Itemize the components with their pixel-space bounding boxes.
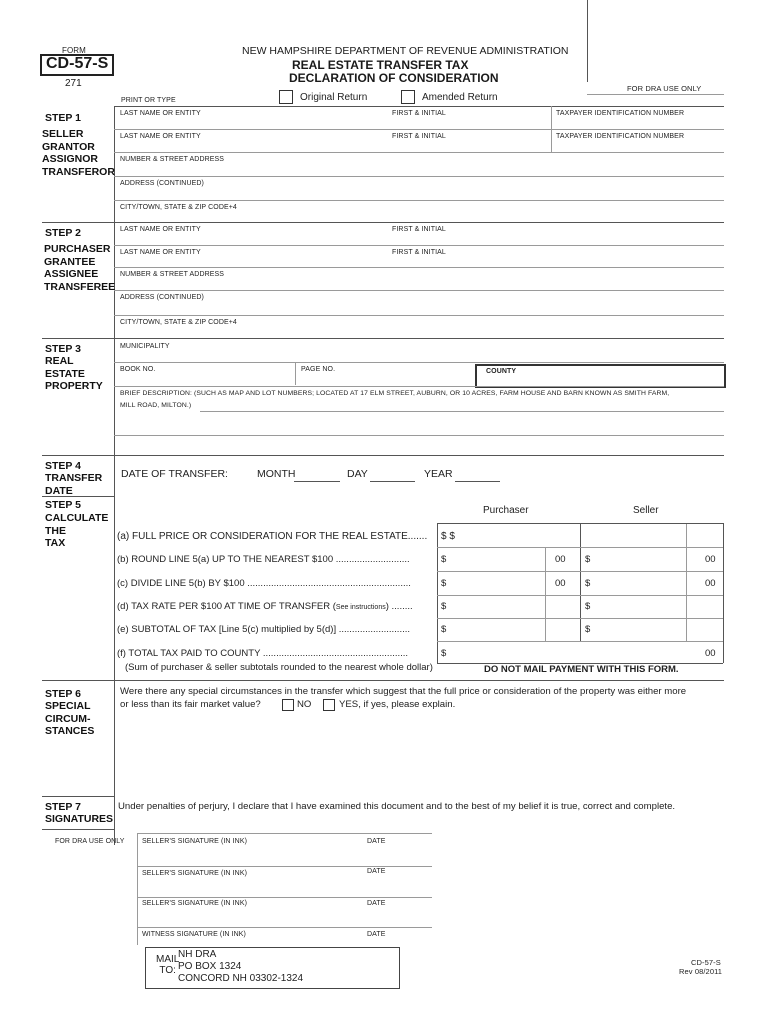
step3-role: REAL ESTATE PROPERTY bbox=[45, 355, 103, 392]
line-5f-note: (Sum of purchaser & seller subtotals rounded to the nearest whole dollar) bbox=[125, 662, 433, 673]
line-5d-label bbox=[117, 601, 413, 612]
month-input[interactable] bbox=[294, 481, 340, 482]
line-5b-seller-dollar[interactable]: $ bbox=[585, 554, 591, 565]
line-5f-dollar[interactable]: $ bbox=[441, 648, 447, 659]
tax-row-5 bbox=[437, 641, 723, 642]
step1-title: STEP 1 bbox=[45, 112, 81, 124]
witness-signature-date[interactable]: DATE bbox=[367, 931, 386, 938]
line-5c-purchaser-cents: 00 bbox=[555, 578, 566, 589]
step7-role: SIGNATURES bbox=[45, 813, 114, 825]
tax-row-2 bbox=[437, 571, 723, 572]
step6-title: STEP 6 bbox=[45, 688, 81, 700]
dra-use-only-label: FOR DRA USE ONLY bbox=[55, 838, 125, 845]
line-5b-purchaser-cents: 00 bbox=[555, 554, 566, 565]
line-5e-label: (e) SUBTOTAL OF TAX [Line 5(c) multiplied by 5(d)] ........................... bbox=[117, 624, 410, 635]
seller-addr-line bbox=[114, 200, 724, 201]
line-5d-small: See instructions bbox=[335, 604, 386, 611]
year-label: YEAR bbox=[424, 468, 453, 480]
tax-col-4 bbox=[686, 523, 687, 641]
line-5c-seller-dollar[interactable]: $ bbox=[585, 578, 591, 589]
municipality-field[interactable]: MUNICIPALITY bbox=[120, 343, 170, 350]
form-title-2: DECLARATION OF CONSIDERATION bbox=[289, 71, 499, 85]
date-of-transfer-label: DATE OF TRANSFER: bbox=[121, 468, 228, 480]
special-circumstances-question-2: or less than its fair market value? bbox=[120, 699, 261, 710]
perjury-declaration: Under penalties of perjury, I declare that I have examined this document and to the best of my belief it is true, correct and complete. bbox=[118, 801, 676, 812]
no-label: NO bbox=[297, 699, 312, 710]
purchaser-address-cont[interactable]: ADDRESS (CONTINUED) bbox=[120, 294, 204, 301]
line-5a-value[interactable]: $ $ bbox=[441, 531, 455, 542]
year-input[interactable] bbox=[455, 481, 500, 482]
sellers-signature-1-date[interactable]: DATE bbox=[367, 838, 386, 845]
form-number: CD-57-S bbox=[46, 55, 109, 72]
seller-address-cont[interactable]: ADDRESS (CONTINUED) bbox=[120, 180, 204, 187]
mail-address-3: CONCORD NH 03302-1324 bbox=[178, 973, 304, 984]
signature-line-1 bbox=[137, 866, 432, 867]
line-5b-purchaser-dollar[interactable]: $ bbox=[441, 554, 447, 565]
step2-top-line bbox=[42, 222, 724, 223]
original-return-checkbox[interactable] bbox=[279, 90, 293, 104]
seller2-first-initial[interactable]: FIRST & INITIAL bbox=[392, 133, 446, 140]
tax-col-1 bbox=[437, 523, 438, 663]
sellers-signature-2[interactable]: SELLER'S SIGNATURE (IN INK) bbox=[142, 870, 248, 877]
sellers-signature-3[interactable]: SELLER'S SIGNATURE (IN INK) bbox=[142, 900, 248, 907]
tax-row-4 bbox=[437, 618, 723, 619]
amended-return-label: Amended Return bbox=[422, 92, 498, 103]
print-or-type: PRINT OR TYPE bbox=[121, 97, 176, 104]
step4-top-line bbox=[42, 455, 724, 456]
purchaser-column-header: Purchaser bbox=[483, 505, 529, 516]
purchaser-addr-line bbox=[114, 315, 724, 316]
seller-column-header: Seller bbox=[633, 505, 659, 516]
step5-role: CALCULATE THE TAX bbox=[45, 512, 109, 549]
step1-role: SELLER GRANTOR ASSIGNOR TRANSFEROR bbox=[42, 128, 115, 178]
left-column-divider bbox=[114, 106, 115, 845]
step2-title: STEP 2 bbox=[45, 227, 81, 239]
step5-top-line bbox=[42, 496, 114, 497]
witness-signature[interactable]: WITNESS SIGNATURE (IN INK) bbox=[142, 931, 246, 938]
line-5b-seller-cents: 00 bbox=[705, 554, 716, 565]
signature-line-3 bbox=[137, 927, 432, 928]
purchaser1-line bbox=[114, 245, 724, 246]
purchaser2-last-name[interactable]: LAST NAME OR ENTITY bbox=[120, 249, 201, 256]
tax-col-3 bbox=[580, 523, 581, 641]
step4-title: STEP 4 bbox=[45, 460, 81, 472]
form-title-1: REAL ESTATE TRANSFER TAX bbox=[292, 58, 469, 72]
step4-role: TRANSFER DATE bbox=[45, 472, 103, 497]
department-name: NEW HAMPSHIRE DEPARTMENT OF REVENUE ADMINISTRATION bbox=[242, 45, 569, 57]
tax-row-1 bbox=[437, 547, 723, 548]
sellers-signature-3-date[interactable]: DATE bbox=[367, 900, 386, 907]
signature-line-0 bbox=[137, 833, 432, 834]
day-label: DAY bbox=[347, 468, 368, 480]
page-no-field[interactable]: PAGE NO. bbox=[301, 366, 336, 373]
purchaser-street-line bbox=[114, 290, 724, 291]
purchaser2-line bbox=[114, 267, 724, 268]
mail-address-2: PO BOX 1324 bbox=[178, 961, 242, 972]
line-5f-label: (f) TOTAL TAX PAID TO COUNTY ....................................................... bbox=[117, 648, 409, 659]
line-5d-purchaser-dollar[interactable]: $ bbox=[441, 601, 447, 612]
footer-revision: Rev 08/2011 bbox=[679, 967, 723, 976]
dra-use-only: FOR DRA USE ONLY bbox=[627, 84, 702, 93]
desc-line-2 bbox=[114, 435, 724, 436]
line-5e-seller-dollar[interactable]: $ bbox=[585, 624, 591, 635]
seller2-last-name[interactable]: LAST NAME OR ENTITY bbox=[120, 133, 201, 140]
desc-line-1 bbox=[200, 411, 724, 412]
amended-return-checkbox[interactable] bbox=[401, 90, 415, 104]
step6-role: SPECIAL CIRCUM- STANCES bbox=[45, 700, 95, 737]
signatures-top-line bbox=[42, 829, 114, 830]
dra-sig-divider bbox=[137, 833, 138, 945]
special-circumstances-question-1: Were there any special circumstances in the transfer which suggest that the full price or consideration of the property was either more bbox=[120, 686, 687, 697]
line-5f-cents: 00 bbox=[705, 648, 716, 659]
book-no-field[interactable]: BOOK NO. bbox=[120, 366, 156, 373]
mail-to-label: MAIL TO: bbox=[156, 954, 180, 976]
sellers-signature-2-date[interactable]: DATE bbox=[367, 868, 386, 875]
book-page-divider bbox=[295, 362, 296, 385]
line-5d-end: ) ........ bbox=[385, 601, 413, 612]
tin-divider bbox=[551, 106, 552, 152]
line-5c-purchaser-dollar[interactable]: $ bbox=[441, 578, 447, 589]
line-5d-seller-dollar[interactable]: $ bbox=[585, 601, 591, 612]
brief-description[interactable]: BRIEF DESCRIPTION: (SUCH AS MAP AND LOT NUMBERS; LOCATED AT 17 ELM STREET, AUBURN, OR 10 ACRES, FARM HOUSE AND BARN KNOWN AS SMITH FARM, bbox=[120, 390, 670, 397]
county-label: COUNTY bbox=[486, 368, 517, 375]
line-5c-label: (c) DIVIDE LINE 5(b) BY $100 .............................................................. bbox=[117, 578, 411, 589]
top-right-rule bbox=[587, 0, 588, 82]
municipality-line bbox=[114, 362, 724, 363]
sellers-signature-1[interactable]: SELLER'S SIGNATURE (IN INK) bbox=[142, 838, 248, 845]
line-5c-seller-cents: 00 bbox=[705, 578, 716, 589]
mail-address-1: NH DRA bbox=[178, 949, 217, 960]
seller2-line bbox=[114, 152, 724, 153]
seller1-first-initial[interactable]: FIRST & INITIAL bbox=[392, 110, 446, 117]
line-5b-label: (b) ROUND LINE 5(a) UP TO THE NEAREST $100 ............................ bbox=[117, 554, 410, 565]
day-input[interactable] bbox=[370, 481, 415, 482]
seller1-last-name[interactable]: LAST NAME OR ENTITY bbox=[120, 110, 201, 117]
brief-description-2: MILL ROAD, MILTON.) bbox=[120, 402, 192, 409]
step2-role: PURCHASER GRANTEE ASSIGNEE TRANSFEREE bbox=[44, 243, 116, 293]
line-5d-text: (d) TAX RATE PER $100 AT TIME OF TRANSFER ( bbox=[117, 601, 336, 612]
tax-row-3 bbox=[437, 595, 723, 596]
original-return-label: Original Return bbox=[300, 92, 368, 103]
purchaser2-first-initial[interactable]: FIRST & INITIAL bbox=[392, 249, 446, 256]
purchaser1-last-name[interactable]: LAST NAME OR ENTITY bbox=[120, 226, 201, 233]
yes-checkbox[interactable] bbox=[323, 699, 335, 711]
step3-title: STEP 3 bbox=[45, 343, 81, 355]
do-not-mail-payment: DO NOT MAIL PAYMENT WITH THIS FORM. bbox=[484, 664, 679, 675]
tax-col-2 bbox=[545, 547, 546, 641]
form-code: 271 bbox=[65, 78, 82, 89]
seller-city[interactable]: CITY/TOWN, STATE & ZIP CODE+4 bbox=[120, 204, 237, 211]
step7-title: STEP 7 bbox=[45, 801, 81, 813]
book-line bbox=[114, 386, 724, 387]
purchaser1-first-initial[interactable]: FIRST & INITIAL bbox=[392, 226, 446, 233]
tax-row-0 bbox=[437, 523, 723, 524]
step1-top-line bbox=[114, 106, 724, 107]
tax-col-5 bbox=[723, 523, 724, 663]
line-5e-purchaser-dollar[interactable]: $ bbox=[441, 624, 447, 635]
seller-street-line bbox=[114, 176, 724, 177]
form-label: FORM bbox=[62, 46, 86, 55]
step3-top-line bbox=[42, 338, 724, 339]
seller2-tin[interactable]: TAXPAYER IDENTIFICATION NUMBER bbox=[556, 133, 685, 140]
footer-form-number: CD-57-S bbox=[691, 958, 721, 967]
purchaser-street[interactable]: NUMBER & STREET ADDRESS bbox=[120, 271, 225, 278]
seller1-tin[interactable]: TAXPAYER IDENTIFICATION NUMBER bbox=[556, 110, 685, 117]
month-label: MONTH bbox=[257, 468, 296, 480]
step6-top-line bbox=[42, 680, 724, 681]
seller-street[interactable]: NUMBER & STREET ADDRESS bbox=[120, 156, 225, 163]
line-5a-label: (a) FULL PRICE OR CONSIDERATION FOR THE REAL ESTATE....... bbox=[117, 531, 428, 542]
step5-title: STEP 5 bbox=[45, 499, 81, 511]
seller1-line bbox=[114, 129, 724, 130]
signature-line-2 bbox=[137, 897, 432, 898]
purchaser-city[interactable]: CITY/TOWN, STATE & ZIP CODE+4 bbox=[120, 319, 237, 326]
yes-label: YES, if yes, please explain. bbox=[339, 699, 456, 710]
step7-top-line bbox=[42, 796, 114, 797]
dra-line bbox=[587, 94, 724, 95]
no-checkbox[interactable] bbox=[282, 699, 294, 711]
